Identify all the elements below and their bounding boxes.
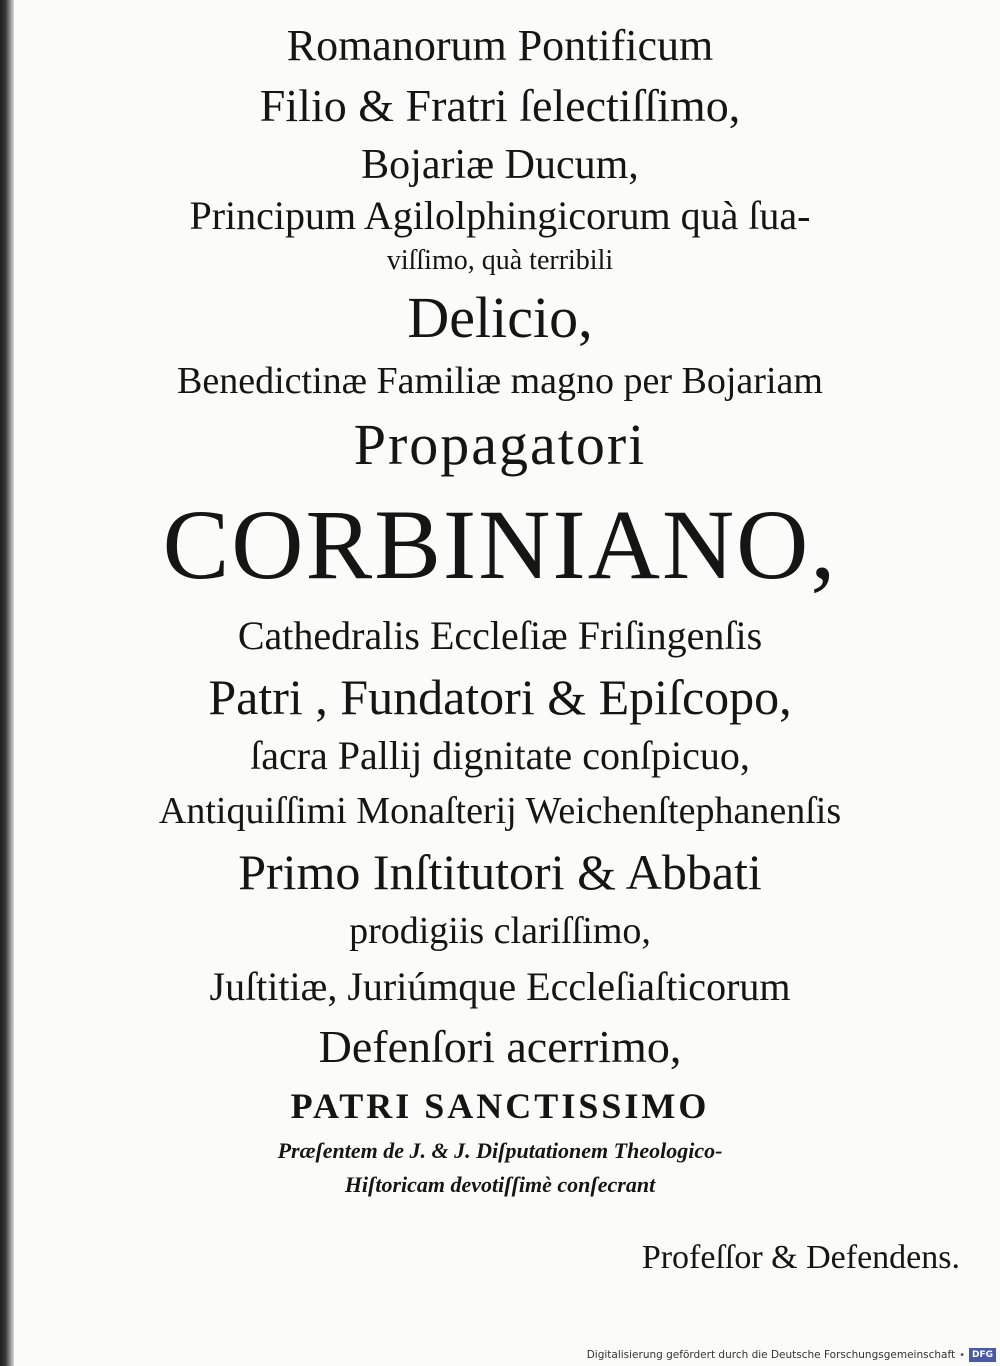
text-line-17: Defenſori acerrimo, — [318, 1021, 682, 1072]
text-line-12: ſacra Pallij dignitate conſpicuo, — [250, 733, 750, 778]
dedicatee-name: CORBINIANO, — [162, 489, 838, 600]
dfg-logo-icon: DFG — [969, 1348, 996, 1362]
text-line-2: Filio & Fratri ſelectiſſimo, — [259, 80, 741, 131]
text-line-18: PATRI SANCTISSIMO — [290, 1086, 710, 1126]
digitization-footer — [587, 1346, 996, 1364]
text-line-13: Antiquiſſimi Monaſterij Weichenſtephanenſis — [158, 790, 842, 832]
text-line-14: Primo Inſtitutori & Abbati — [238, 844, 762, 900]
text-line-19: Præſentem de J. & J. Diſputationem Theologico- — [277, 1138, 723, 1163]
dedication-text — [40, 18, 960, 1288]
footer-bullet: • — [959, 1349, 965, 1361]
text-line-8: Propagatori — [353, 412, 647, 477]
text-line-16: Juſtitiæ, Juriúmque Eccleſiaſticorum — [209, 964, 791, 1009]
text-line-11: Patri , Fundatori & Epiſcopo, — [208, 669, 792, 725]
text-line-5: viſſimo, quà terribili — [386, 245, 614, 276]
text-line-10: Cathedralis Eccleſiæ Friſingenſis — [237, 613, 763, 658]
text-line-1: Romanorum Pontificum — [286, 21, 714, 70]
text-line-15: prodigiis clariſſimo, — [349, 910, 651, 952]
signature-text: Profeſſor & Defendens. — [641, 1239, 960, 1276]
text-line-3: Bojariæ Ducum, — [361, 142, 639, 188]
text-line-7: Benedictinæ Familiæ magno per Bojariam — [177, 360, 823, 402]
signature-line — [40, 1228, 960, 1288]
footer-credit: Digitalisierung gefördert durch die Deutsche Forschungsgemeinschaft — [586, 1349, 956, 1361]
text-line-20: Hiſtoricam devotiſſimè conſecrant — [344, 1172, 656, 1197]
text-line-4: Principum Agilolphingicorum quà ſua- — [189, 193, 811, 238]
page-binding-edge — [0, 0, 14, 1366]
text-line-6: Delicio, — [407, 285, 593, 350]
